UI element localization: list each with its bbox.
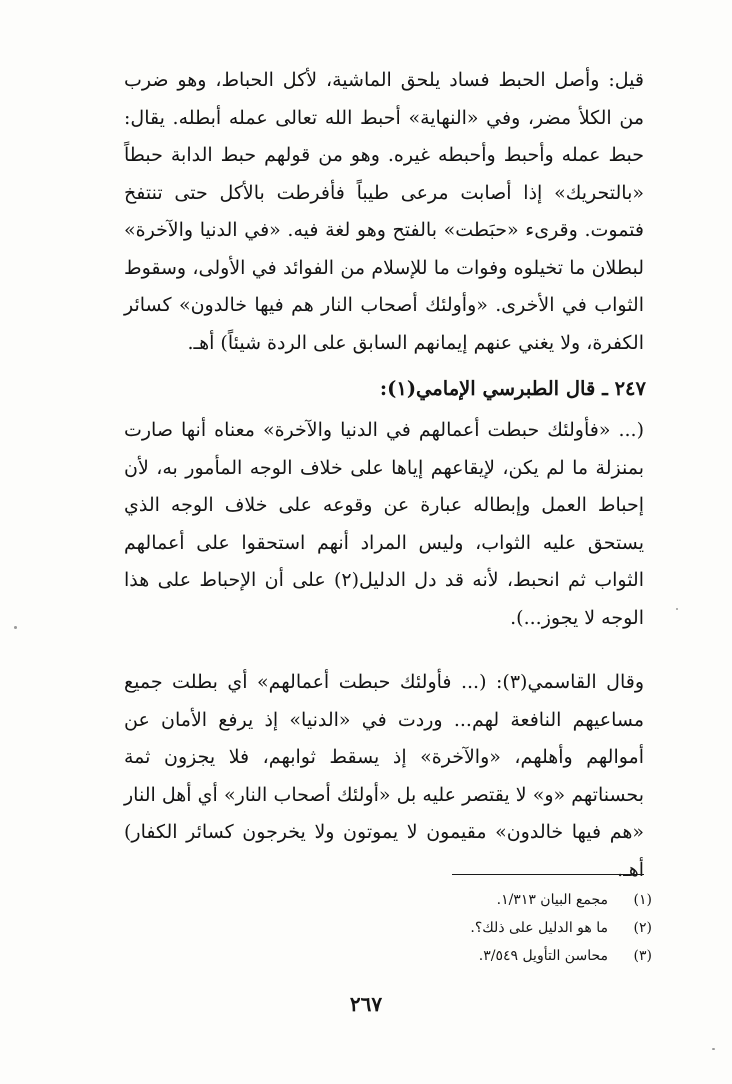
- footnote-number: (١): [633, 892, 652, 908]
- paragraph-2: (... «فأولئك حبطت أعمالهم في الدنيا والآخرة» معناه أنها صارت بمنزلة ما لم يكن، لإيقاعهم إياها على خلاف الوجه المأمور به، لأن إحباط العمل وإبطاله عبارة عن وقوعه على خلاف الوجه الذي يستحق عليه الثواب، وليس المراد أنهم استحقوا على أعمالهم الثواب ثم انحبط، لأنه قد دل الدليل(٢) على أن الإحباط على هذا الوجه لا يجوز...).: [124, 419, 644, 629]
- section-heading: ٢٤٧ ـ قال الطبرسي الإمامي(١):: [379, 377, 646, 400]
- paragraph-1: قيل: وأصل الحبط فساد يلحق الماشية، لأكل الحباط، وهو ضرب من الكلأ مضر، وفي «النهاية» أحبط الله تعالى عمله أبطله. يقال: حبط عمله وأحبط وأحبطه غيره. وهو من قولهم حبط الدابة حبطاً «بالتحريك» إذا أصابت مرعى طيباً فأفرطت بالأكل حتى تنتفخ فتموت. وقرىء «حبَطت» بالفتح وهو لغة فيه. «في الدنيا والآخرة» لبطلان ما تخيلوه وفوات ما للإسلام من الفوائد في الأولى، وسقوط الثواب في الأخرى. «وأولئك أصحاب النار هم فيها خالدون» كسائر الكفرة، ولا يغني عنهم إيمانهم السابق على الردة شيئاً) أهـ.: [124, 69, 644, 354]
- scan-speck: [676, 608, 678, 610]
- scan-speck: [14, 626, 17, 629]
- footnotes-list: [352, 886, 652, 970]
- page-number: ٢٦٧: [349, 992, 383, 1016]
- footnote-text: مجمع البيان ١/٣١٣.: [496, 892, 608, 908]
- footnote-text: ما هو الدليل على ذلك؟.: [470, 920, 608, 936]
- paragraph-3: وقال القاسمي(٣): (... فأولئك حبطت أعمالهم» أي بطلت جميع مساعيهم النافعة لهم... وردت في «الدنيا» إذ يرفع الأمان عن أموالهم وأهلهم، «والآخرة» إذ يسقط ثوابهم، فلا يجزون ثمة بحسناتهم «و» لا يقتصر عليه بل «أولئك أصحاب النار» أي أهل النار «هم فيها خالدون» مقيمون لا يموتون ولا يخرجون كسائر الكفار) أهـ.: [124, 671, 644, 881]
- footnote-item: [352, 942, 652, 970]
- footnote-item: [352, 886, 652, 914]
- footnote-divider: [452, 874, 644, 875]
- footnote-number: (٣): [633, 948, 652, 964]
- footnote-number: (٢): [633, 920, 652, 936]
- scan-speck: [712, 1048, 715, 1050]
- footnote-item: [352, 914, 652, 942]
- footnote-text: محاسن التأويل ٣/٥٤٩.: [478, 948, 608, 964]
